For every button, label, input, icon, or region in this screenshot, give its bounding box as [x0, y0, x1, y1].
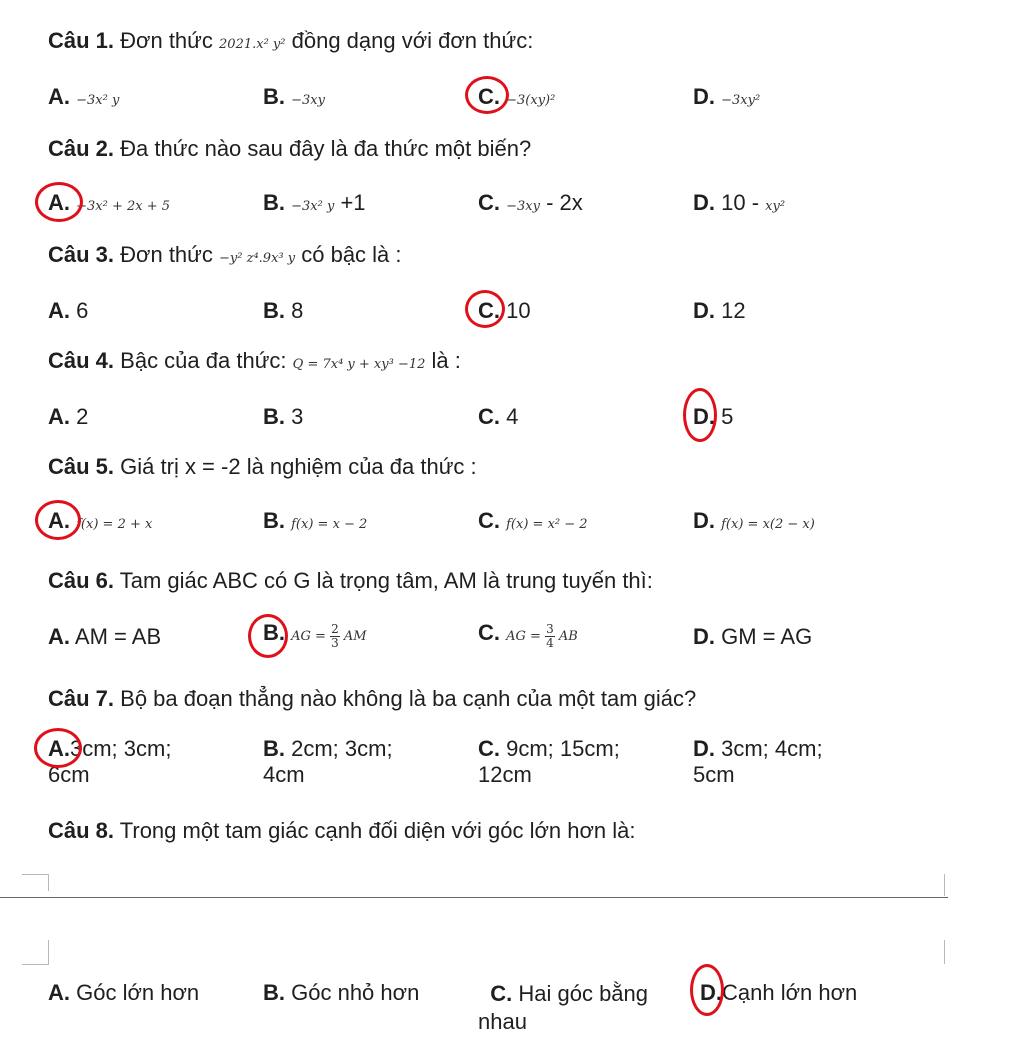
option-value: 5 [721, 404, 734, 429]
option-letter: C. [478, 736, 500, 761]
option-value: 3 [291, 404, 304, 429]
option-letter: A. [48, 298, 70, 323]
option-1b[interactable] [263, 84, 325, 110]
question-number: Câu 3. [48, 242, 115, 267]
option-letter: B. [263, 620, 285, 645]
question-4 [48, 348, 461, 374]
question-number: Câu 7. [48, 686, 115, 711]
question-text-after: có bậc là : [301, 242, 402, 267]
option-letter: A. [48, 624, 70, 649]
option-value: 10 [506, 298, 531, 323]
option-5a[interactable] [48, 508, 152, 534]
option-5d[interactable] [693, 508, 815, 534]
fraction-numerator: 2 [331, 622, 339, 636]
question-number: Câu 8. [48, 818, 115, 843]
option-value: 4 [506, 404, 519, 429]
option-letter: D. [693, 404, 715, 429]
option-math: f(x) = 2 + x [76, 517, 153, 532]
option-3d[interactable] [693, 298, 746, 324]
fraction-denominator: 3 [331, 636, 339, 650]
option-letter: A. [48, 190, 70, 215]
option-4a[interactable] [48, 404, 88, 430]
option-math: −3(xy)² [506, 93, 556, 108]
option-1a[interactable] [48, 84, 119, 110]
option-math: −3x² y [291, 199, 335, 214]
option-letter: D. [700, 980, 722, 1005]
option-value: 9cm; 15cm; [506, 736, 620, 761]
option-letter: B. [263, 298, 285, 323]
option-letter: B. [263, 736, 285, 761]
option-8c[interactable] [478, 980, 688, 1036]
option-math: −3xy [506, 199, 540, 214]
option-5c[interactable] [478, 508, 588, 534]
question-text: Bậc của đa thức: [120, 348, 287, 373]
option-math: −3xy [291, 93, 325, 108]
option-math: −3xy² [721, 93, 761, 108]
option-4d[interactable] [693, 404, 733, 430]
option-letter: D. [693, 508, 715, 533]
option-letter: D. [693, 736, 715, 761]
option-8d[interactable] [700, 980, 857, 1006]
option-value: 6 [76, 298, 89, 323]
question-text: Đơn thức [120, 28, 213, 53]
option-letter: D. [693, 624, 715, 649]
option-7d[interactable] [693, 736, 893, 788]
option-letter: D. [693, 190, 715, 215]
option-math: f(x) = x(2 − x) [721, 517, 815, 532]
option-value: 12 [721, 298, 746, 323]
option-letter: C. [478, 298, 500, 323]
option-2a[interactable] [48, 190, 170, 216]
option-math: −3x² + 2x + 5 [76, 199, 171, 214]
option-letter: A. [48, 84, 70, 109]
option-5b[interactable] [263, 508, 367, 534]
question-math: −y² z⁴.9x³ y [219, 251, 296, 266]
page-break-line [0, 897, 948, 898]
option-letter: A. [48, 404, 70, 429]
question-number: Câu 6. [48, 568, 115, 593]
option-3a[interactable] [48, 298, 88, 324]
option-6b[interactable] [263, 620, 367, 650]
option-value: Góc nhỏ hơn [291, 980, 420, 1005]
question-math: 2021.x² y² [219, 37, 286, 52]
question-text: Đa thức nào sau đây là đa thức một biến? [120, 136, 532, 161]
option-7b[interactable] [263, 736, 463, 788]
option-letter: D. [693, 298, 715, 323]
question-text-after: là : [431, 348, 461, 373]
fraction [545, 623, 555, 650]
option-value: Cạnh lớn hơn [722, 980, 858, 1005]
option-tail: - 2x [546, 190, 583, 215]
option-2b[interactable] [263, 190, 366, 216]
question-text: Tam giác ABC có G là trọng tâm, AM là trung tuyến thì: [119, 568, 653, 593]
question-1 [48, 28, 533, 54]
option-4c[interactable] [478, 404, 518, 430]
option-value-line2: 12cm [478, 762, 532, 787]
option-math: f(x) = x − 2 [291, 517, 368, 532]
question-math: Q = 7x⁴ y + xy³ −12 [292, 357, 426, 372]
option-7c[interactable] [478, 736, 678, 788]
option-tail: AM [343, 629, 367, 644]
option-value-line2: 4cm [263, 762, 305, 787]
option-letter: C. [478, 190, 500, 215]
option-6d[interactable] [693, 624, 812, 650]
option-value: Hai góc bằng [518, 981, 649, 1006]
question-text: Bộ ba đoạn thẳng nào không là ba cạnh của một tam giác? [120, 686, 697, 711]
page-corner-mark [944, 940, 945, 964]
question-number: Câu 5. [48, 454, 115, 479]
option-lead: AG = [506, 629, 541, 644]
page-corner-mark [22, 940, 49, 965]
question-number: Câu 1. [48, 28, 115, 53]
option-value-line2: nhau [478, 1009, 527, 1034]
option-letter: C. [478, 84, 500, 109]
option-value-line2: 5cm [693, 762, 735, 787]
page-corner-mark [944, 874, 945, 896]
question-2 [48, 136, 531, 162]
question-text: Giá trị x = -2 là nghiệm của đa thức : [120, 454, 477, 479]
option-4b[interactable] [263, 404, 303, 430]
option-value: 8 [291, 298, 304, 323]
option-value: 2 [76, 404, 89, 429]
question-text: Đơn thức [120, 242, 213, 267]
question-number: Câu 4. [48, 348, 115, 373]
option-letter: D. [693, 84, 715, 109]
option-value: AM = AB [74, 624, 162, 649]
option-value: Góc lớn hơn [76, 980, 200, 1005]
option-value: 3cm; 3cm; [70, 736, 172, 761]
option-2c[interactable] [478, 190, 583, 216]
option-value: 3cm; 4cm; [721, 736, 823, 761]
page-corner-mark [22, 874, 49, 891]
option-1d[interactable] [693, 84, 760, 110]
option-math: xy² [765, 199, 786, 214]
option-math: −3x² y [76, 93, 120, 108]
option-letter: C. [478, 404, 500, 429]
option-6c[interactable] [478, 620, 578, 650]
option-letter: C. [478, 508, 500, 533]
option-2d[interactable] [693, 190, 785, 216]
option-3b[interactable] [263, 298, 303, 324]
option-8b[interactable] [263, 980, 419, 1006]
option-tail: AB [558, 629, 578, 644]
fraction [330, 623, 340, 650]
question-text-after: đồng dạng với đơn thức: [291, 28, 534, 53]
option-letter: B. [263, 508, 285, 533]
option-letter: B. [263, 980, 285, 1005]
question-8 [48, 818, 635, 844]
option-value: 2cm; 3cm; [291, 736, 393, 761]
fraction-numerator: 3 [546, 622, 554, 636]
option-8a[interactable] [48, 980, 199, 1006]
option-letter: C. [490, 981, 513, 1006]
option-letter: A. [48, 508, 70, 533]
option-letter: B. [263, 190, 285, 215]
option-1c[interactable] [478, 84, 555, 110]
option-math: f(x) = x² − 2 [506, 517, 588, 532]
option-7a[interactable] [48, 736, 248, 788]
question-text: Trong một tam giác cạnh đối diện với góc lớn hơn là: [119, 818, 636, 843]
option-tail: +1 [340, 190, 366, 215]
option-value: GM = AG [721, 624, 813, 649]
option-3c[interactable] [478, 298, 531, 324]
option-value-line2: 6cm [48, 762, 90, 787]
question-5 [48, 454, 477, 480]
option-6a[interactable] [48, 624, 161, 650]
option-letter: B. [263, 404, 285, 429]
question-7 [48, 686, 696, 712]
option-letter: A. [48, 980, 70, 1005]
option-letter: A. [48, 736, 70, 761]
option-letter: C. [478, 620, 500, 645]
question-3 [48, 242, 402, 268]
question-number: Câu 2. [48, 136, 115, 161]
option-lead: 10 - [721, 190, 760, 215]
option-letter: B. [263, 84, 285, 109]
option-lead: AG = [291, 629, 326, 644]
fraction-denominator: 4 [546, 636, 554, 650]
question-6 [48, 568, 653, 594]
